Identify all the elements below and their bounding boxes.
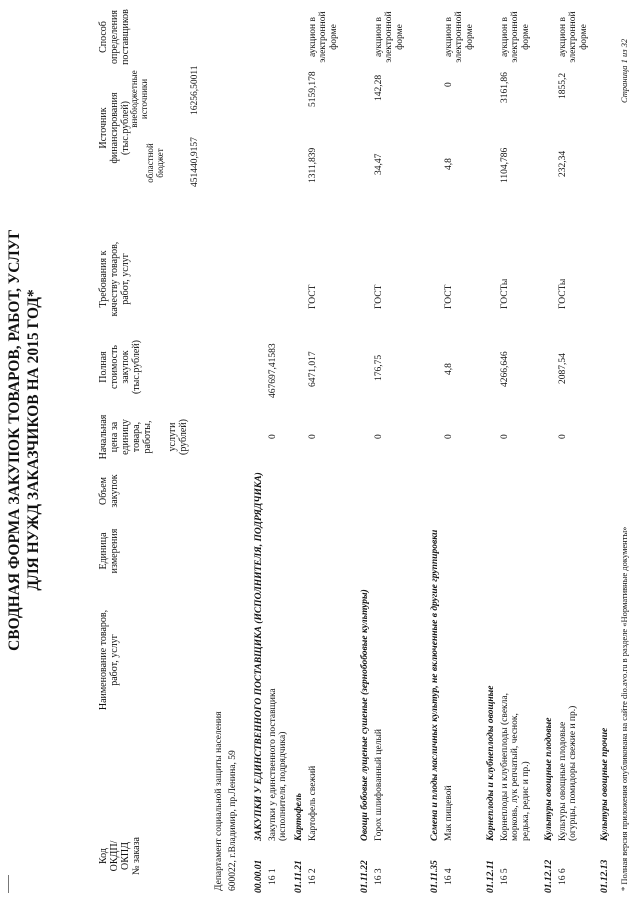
row-price: 0 (558, 434, 568, 439)
section-code: 01.11.21 (294, 860, 304, 893)
row-name: Корнеплоды и клубнеплоды (свекла, морковь, лук репчатый, чеснок, редька, редис и пр.) (500, 693, 531, 841)
row-number: 16 4 (444, 868, 454, 885)
row-price: 0 (500, 434, 510, 439)
row-price: 0 (268, 434, 278, 439)
page-number: Страница 1 из 32 (619, 38, 629, 103)
section-code: 01.11.22 (360, 860, 370, 893)
row-number: 16 6 (558, 868, 568, 885)
section-title: Культуры овощные прочие (600, 727, 610, 841)
row-budget: 4,8 (444, 158, 454, 170)
row-name: Картофель свежий (308, 765, 318, 841)
org-name: Департамент социальной защиты населения (214, 711, 224, 891)
header-volume: Объем закупок (98, 474, 120, 508)
row-method: аукцион в электронной форме (500, 11, 531, 63)
section-title: Овощи бобовые лущеные сушеные (зернобобовые культуры) (360, 589, 370, 841)
section-title: Корнеплоды и клубнеплоды овощные (486, 685, 496, 841)
section-code: 01.12.11 (486, 860, 496, 893)
section-title: Семена и плоды масличных культур, не включенные в другие группировки (430, 529, 440, 841)
row-budget: 1311,839 (308, 147, 318, 183)
row-total: 4266,646 (500, 351, 510, 387)
row-number: 16 3 (374, 868, 384, 885)
row-name: Закупки у единственного поставщика (исполнителя, подрядчика) (268, 688, 289, 841)
row-number: 16 1 (268, 868, 278, 885)
row-requirements: ГОСТ (374, 284, 384, 309)
row-requirements: ГОСТы (500, 278, 510, 309)
row-total: 176,75 (374, 354, 384, 381)
header-regional-budget: областной бюджет (145, 143, 165, 183)
header-code: Код ОКДП/ ОКПД № заказа (98, 837, 142, 875)
row-extrabudget: 0 (444, 82, 454, 87)
title-line-1: СВОДНАЯ ФОРМА ЗАКУПОК ТОВАРОВ, РАБОТ, УСЛУГ (6, 229, 23, 651)
section-title: ЗАКУПКИ У ЕДИНСТВЕННОГО ПОСТАВЩИКА (ИСПОЛНИТЕЛЯ, ПОДРЯДЧИКА) (254, 472, 264, 841)
section-code: 01.12.12 (544, 859, 554, 893)
row-extrabudget: 1855,2 (558, 72, 568, 99)
section-title: Картофель (294, 793, 304, 841)
row-requirements: ГОСТы (558, 278, 568, 309)
title-line-2: ДЛЯ НУЖД ЗАКАЗЧИКОВ НА 2015 ГОД* (25, 289, 42, 591)
header-total: Полная стоимость закупок (тыс.рублей) (98, 339, 142, 395)
section-title: Культуры овощные плодовые (544, 717, 554, 841)
row-price: 0 (374, 434, 384, 439)
row-number: 16 2 (308, 868, 318, 885)
row-total: 4,8 (444, 363, 454, 375)
row-price: 0 (308, 434, 318, 439)
row-total: 467697,41583 (268, 343, 278, 398)
row-budget: 451440,9157 (190, 137, 200, 187)
row-name: Культуры овощные плодовые (огурцы, помидоры свежие и пр.) (558, 705, 579, 841)
header-extrabudget: внебюджетные источники (129, 70, 149, 128)
row-name: Горох шлифованный целый (374, 729, 384, 841)
row-method: аукцион в электронной форме (308, 11, 339, 63)
header-requirements: Требования к качеству товаров, работ, услуг (98, 241, 131, 317)
row-price: 0 (444, 434, 454, 439)
row-name: Мак пищевой (444, 785, 454, 841)
row-budget: 232,34 (558, 150, 568, 177)
section-code: 01.12.13 (600, 859, 610, 893)
row-method: аукцион в электронной форме (558, 11, 589, 63)
header-price: Начальная цена за единицу товара, работы, услуги (рублей) (98, 414, 189, 460)
row-requirements: ГОСТ (444, 284, 454, 309)
header-funding-source: Источник финансирования (тыс.рублей) (98, 92, 131, 164)
row-method: аукцион в электронной форме (444, 11, 475, 63)
section-code: 00.00.01 (254, 859, 264, 893)
row-method: аукцион в электронной форме (374, 11, 405, 63)
row-budget: 1104,786 (500, 147, 510, 183)
header-unit: Единица измерения (98, 528, 120, 574)
row-budget: 34,47 (374, 153, 384, 175)
row-extrabudget: 5159,178 (308, 71, 318, 107)
row-number: 16 5 (500, 868, 510, 885)
row-extrabudget: 142,28 (374, 74, 384, 101)
row-requirements: ГОСТ (308, 284, 318, 309)
org-address: 600022, г.Владимир, пр.Ленина, 59 (228, 750, 238, 891)
row-total: 6471,017 (308, 351, 318, 387)
row-total: 2087,54 (558, 353, 568, 384)
header-name: Наименование товаров, работ, услуг (98, 609, 120, 711)
section-code: 01.11.35 (430, 860, 440, 893)
row-extrabudget: 16256,50011 (190, 65, 200, 115)
header-method: Способ определения поставщиков (98, 9, 131, 65)
row-extrabudget: 3161,86 (500, 72, 510, 103)
footnote: * Полная версия приложения опубликована на сайте dio.avo.ru в разделе «Нормативные документы» (619, 526, 629, 891)
